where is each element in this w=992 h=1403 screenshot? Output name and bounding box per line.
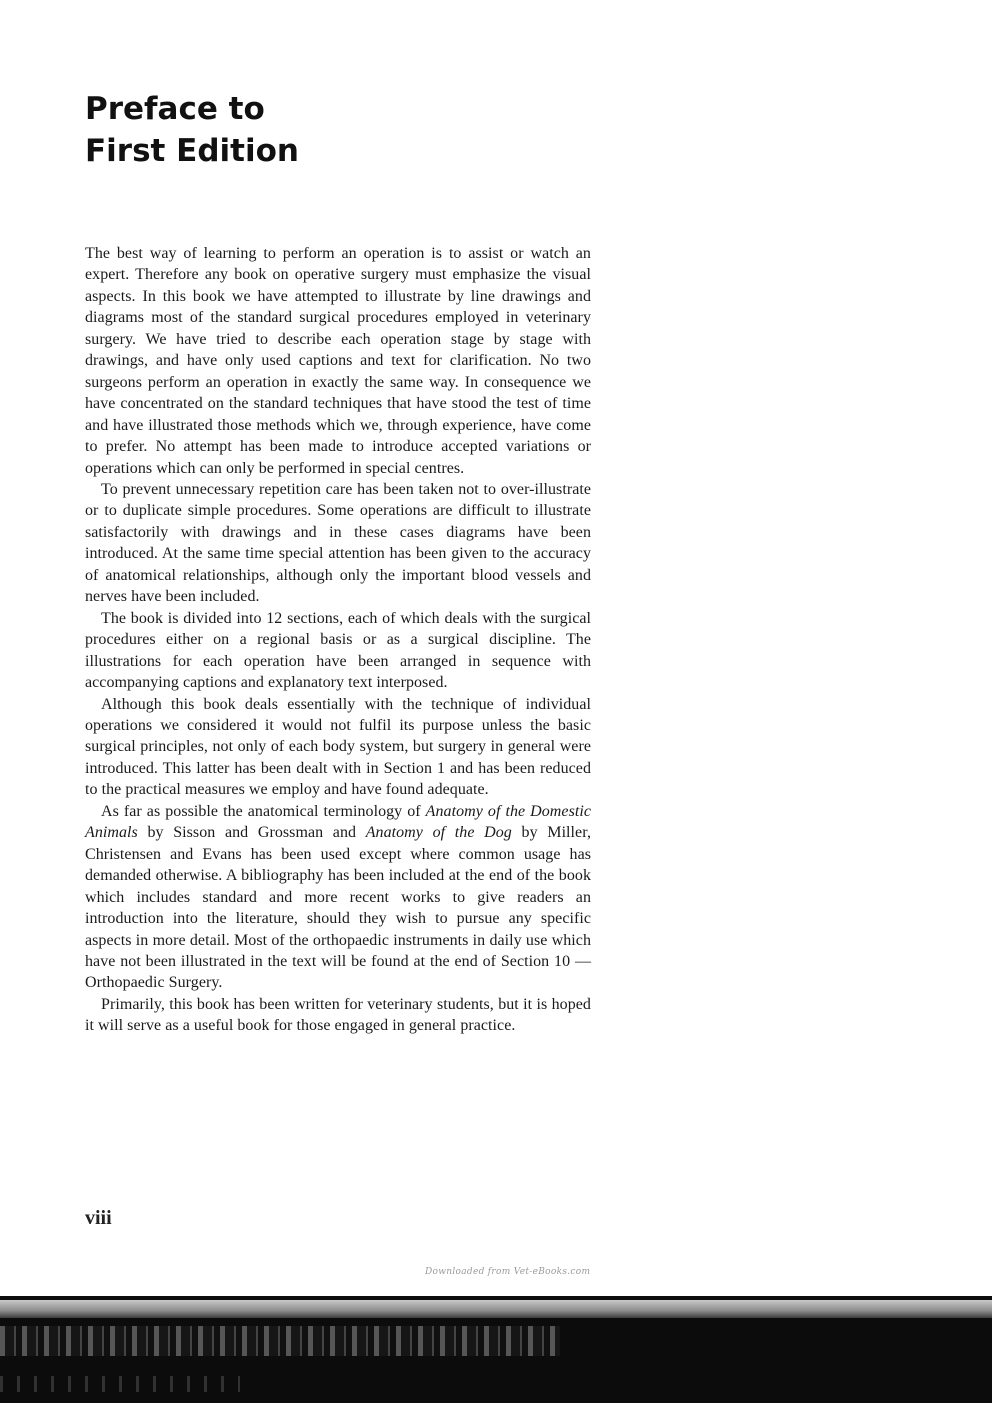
paragraph-5 (85, 801, 591, 994)
paragraph-1: The best way of learning to perform an operation is to assist or watch an expert. Therefore any book on operative surgery must emphasize the visual aspects. In this book we have attempted to illustrate by line drawings and diagrams most of the standard surgical procedures employed in veterinary surgery. We have tried to describe each operation stage by stage with drawings, and have only used captions and text for clarification. No two surgeons perform an operation in exactly the same way. In consequence we have concentrated on the standard techniques that have stood the test of time and have illustrated those methods which we, through experience, have come to prefer. No attempt has been made to introduce accepted variations or operations which can only be performed in special centres. (85, 245, 591, 477)
paragraph-5-text-2: by Sisson and Grossman and (137, 824, 366, 842)
preface-body (85, 243, 591, 1037)
book-title-domestic-animals: Anatomy of the Domestic Animals (85, 802, 591, 842)
scan-stripes (0, 1326, 560, 1356)
scan-gray-band (0, 1300, 992, 1318)
book-title-anatomy-dog: Anatomy of the Dog (365, 824, 512, 842)
page-title (85, 88, 299, 172)
paragraph-6: Primarily, this book has been written for veterinary students, but it is hoped it will serve as a useful book for those engaged in general practice. (85, 995, 591, 1035)
scan-edge (0, 1296, 992, 1403)
page-number: viii (85, 1207, 112, 1229)
paragraph-3: The book is divided into 12 sections, each of which deals with the surgical procedures either on a regional basis or as a surgical discipline. The illustrations for each operation have been arranged in sequence with accompanying captions and explanatory text interposed. (85, 609, 591, 692)
scan-stripes-lower (0, 1376, 240, 1392)
title-line-1: Preface to (85, 91, 265, 127)
paragraph-5-text-1: As far as possible the anatomical terminology of (101, 802, 426, 820)
paragraph-2: To prevent unnecessary repetition care has been taken not to over-illustrate or to duplicate simple procedures. Some operations are difficult to illustrate satisfactorily with drawings and in these cases diagrams have been introduced. At the same time special attention has been given to the accuracy of anatomical relationships, although only the important blood vessels and nerves have been included. (85, 480, 591, 606)
paragraph-5-text-3: by Miller, Christensen and Evans has been used except where common usage has demanded otherwise. A bibliography has been included at the end of the book which includes standard and more recent works to give readers an introduction into the literature, should they wish to pursue any specific aspects in more detail. Most of the orthopaedic instruments in daily use which have not been illustrated in the text will be found at the end of Section 10 — Orthopaedic Surgery. (85, 824, 591, 992)
paragraph-4: Although this book deals essentially with the technique of individual operations we considered it would not fulfil its purpose unless the basic surgical principles, not only of each body system, but surgery in general were introduced. This latter has been dealt with in Section 1 and has been reduced to the practical measures we employ and have found adequate. (85, 695, 591, 799)
title-line-2: First Edition (85, 133, 299, 169)
watermark: Downloaded from Vet-eBooks.com (425, 1267, 591, 1277)
